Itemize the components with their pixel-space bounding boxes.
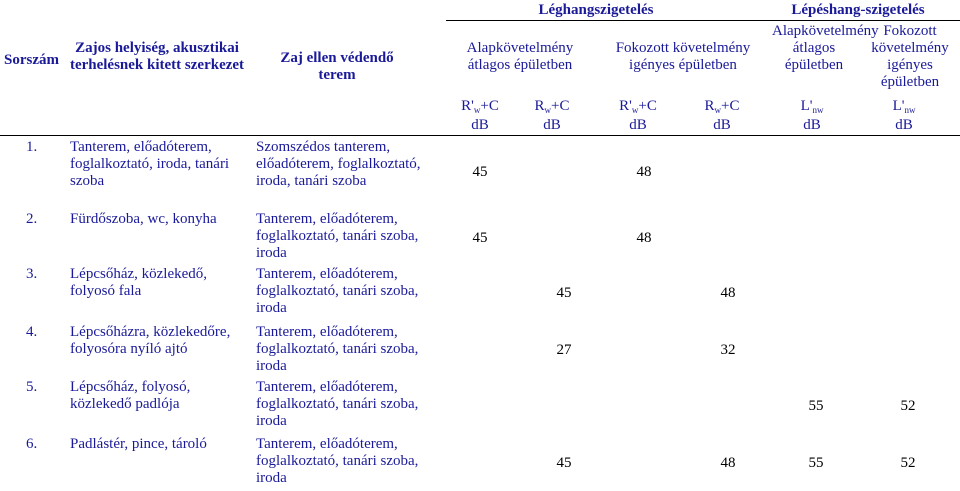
row-noise-source: Lépcsőház, közlekedő, folyosó fala [70, 266, 208, 299]
row-value: 48 [636, 230, 652, 246]
header-impact-insulation: Lépéshang-szigetelés [791, 2, 925, 18]
row-value: 55 [808, 455, 824, 471]
row-protected-room: Tanterem, előadóterem, foglalkoztató, tanári szoba, iroda [256, 211, 419, 261]
row-number: 2. [26, 211, 38, 227]
row-number: 5. [26, 379, 38, 395]
subheader-impact-high: Fokozott követelmény igényes épületben [871, 23, 949, 90]
row-value: 52 [900, 455, 916, 471]
row-protected-room: Tanterem, előadóterem, foglalkoztató, tanári szoba, iroda [256, 436, 419, 486]
header-sorszam: Sorszám [4, 52, 59, 68]
row-value: 27 [556, 342, 572, 358]
row-protected-room: Tanterem, előadóterem, foglalkoztató, tanári szoba, iroda [256, 324, 419, 374]
row-number: 4. [26, 324, 38, 340]
row-value: 45 [472, 230, 488, 246]
unit-2: dB [543, 117, 561, 133]
row-value: 48 [720, 455, 736, 471]
subheader-impact-basic: Alapkövetelmény átlagos épületben [772, 23, 879, 73]
unit-5: dB [803, 117, 821, 133]
quantity-5: $L'_{nw}$ [800, 98, 824, 115]
unit-1: dB [471, 117, 489, 133]
row-noise-source: Tanterem, előadóterem, foglalkoztató, iroda, tanári szoba [70, 139, 230, 189]
subheader-air-basic: Alapkövetelmény átlagos épületben [466, 40, 574, 73]
row-noise-source: Lépcsőházra, közlekedőre, folyosóra nyíló ajtó [70, 324, 231, 357]
row-noise-source: Fürdőszoba, wc, konyha [70, 211, 217, 227]
quantity-2: $R_w+C$ [534, 98, 570, 115]
row-value: 48 [720, 285, 736, 301]
quantity-6: $L'_{nw}$ [892, 98, 916, 115]
row-protected-room: Tanterem, előadóterem, foglalkoztató, tanári szoba, iroda [256, 266, 419, 316]
row-value: 52 [900, 398, 916, 414]
row-protected-room: Tanterem, előadóterem, foglalkoztató, tanári szoba, iroda [256, 379, 419, 429]
header-bottom-rule [0, 135, 960, 136]
header-underline [446, 20, 960, 21]
quantity-1: $R'_w+C$ [461, 98, 499, 115]
row-number: 3. [26, 266, 38, 282]
row-noise-source: Lépcsőház, folyosó, közlekedő padlója [70, 379, 191, 412]
row-value: 32 [720, 342, 736, 358]
row-value: 45 [556, 285, 572, 301]
quantity-4: $R_w+C$ [704, 98, 740, 115]
header-protected-room: Zaj ellen védendő terem [280, 50, 394, 83]
unit-4: dB [713, 117, 731, 133]
row-value: 55 [808, 398, 824, 414]
row-number: 6. [26, 436, 38, 452]
row-protected-room: Szomszédos tanterem, előadóterem, foglalkoztató, iroda, tanári szoba [256, 139, 421, 189]
unit-6: dB [895, 117, 913, 133]
row-noise-source: Padlástér, pince, tároló [70, 436, 207, 452]
header-noise-source: Zajos helyiség, akusztikai terhelésnek kitett szerkezet [69, 40, 245, 73]
row-value: 45 [472, 164, 488, 180]
subheader-air-high: Fokozott követelmény igényes épületben [615, 40, 751, 73]
row-value: 45 [556, 455, 572, 471]
row-number: 1. [26, 139, 38, 155]
row-value: 48 [636, 164, 652, 180]
header-airborne-insulation: Léghangszigetelés [538, 2, 654, 18]
quantity-3: $R'_w+C$ [619, 98, 657, 115]
unit-3: dB [629, 117, 647, 133]
